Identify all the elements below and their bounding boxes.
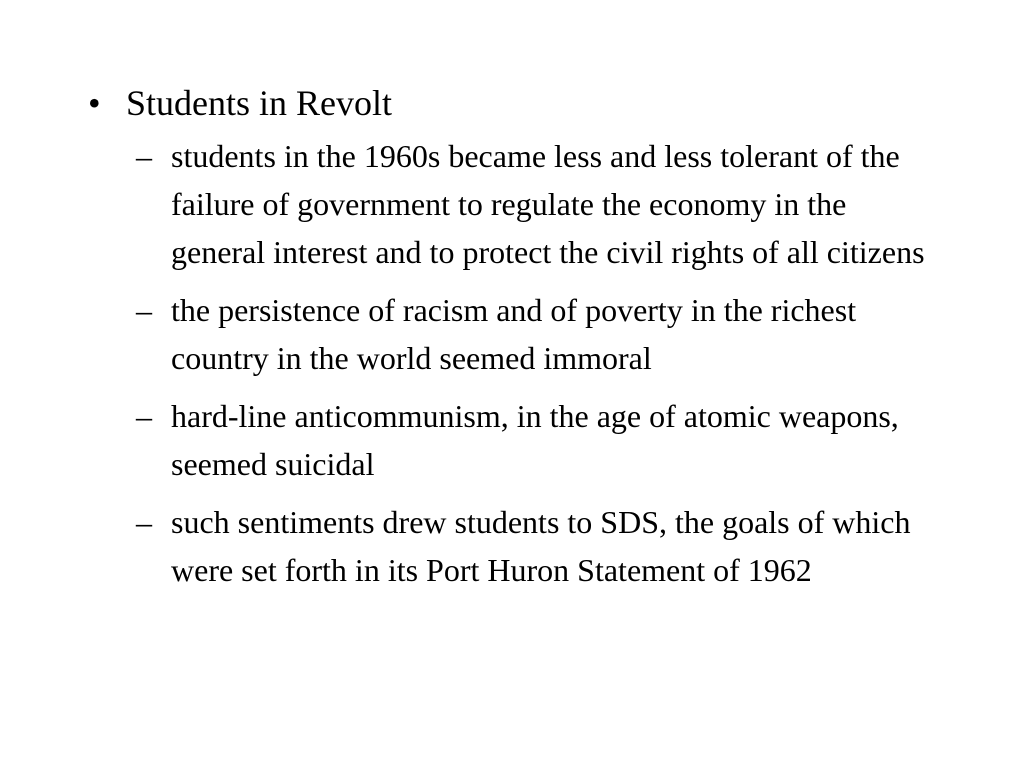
sub-bullet-text: such sentiments drew students to SDS, the goals of which were set forth in its Port Huron Statement of 1962 bbox=[171, 504, 911, 588]
bullet-heading-row bbox=[88, 80, 968, 126]
sub-bullet-item bbox=[88, 498, 931, 594]
bullet-heading: Students in Revolt bbox=[126, 83, 393, 123]
sub-bullet-item bbox=[88, 132, 931, 276]
bullet-list bbox=[88, 80, 968, 604]
dash-marker: – bbox=[136, 138, 152, 174]
sub-bullet-text: the persistence of racism and of poverty in the richest country in the world seemed immoral bbox=[171, 292, 857, 376]
bullet-marker: • bbox=[88, 83, 101, 123]
dash-marker: – bbox=[136, 292, 152, 328]
sub-bullet-text: hard-line anticommunism, in the age of atomic weapons, seemed suicidal bbox=[171, 398, 899, 482]
sub-bullet-item bbox=[88, 392, 931, 488]
sub-bullet-list bbox=[88, 132, 968, 594]
dash-marker: – bbox=[136, 398, 152, 434]
sub-bullet-text: students in the 1960s became less and less tolerant of the failure of government to regulate the economy in the general interest and to protect the civil rights of all citizens bbox=[171, 138, 925, 270]
sub-bullet-item bbox=[88, 286, 931, 382]
dash-marker: – bbox=[136, 504, 152, 540]
